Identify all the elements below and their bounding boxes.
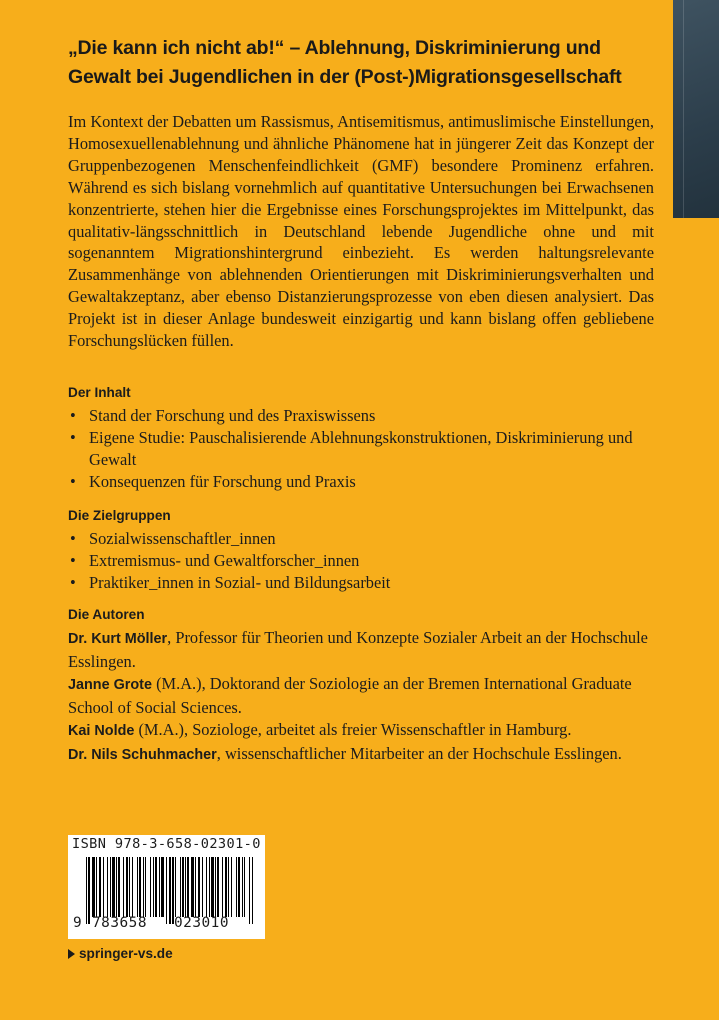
title-line-2: Gewalt bei Jugendlichen in der (Post-)Migrationsgesellschaft bbox=[68, 66, 622, 88]
barcode-bar bbox=[169, 857, 171, 924]
barcode-bar bbox=[185, 857, 186, 917]
barcode-bar bbox=[137, 857, 138, 917]
cover-corner-strip bbox=[673, 0, 719, 218]
barcode-bar bbox=[110, 857, 111, 917]
ean-right-digits: 023010 bbox=[174, 915, 229, 931]
barcode-bar bbox=[236, 857, 237, 917]
barcode-bar bbox=[195, 857, 196, 917]
list-item: • Praktiker_innen in Sozial- und Bildungsarbeit bbox=[68, 572, 658, 594]
barcode-bar bbox=[217, 857, 219, 917]
author-description: , wissenschaftlicher Mitarbeiter an der Hochschule Esslingen. bbox=[216, 743, 622, 763]
section-inhalt bbox=[68, 383, 658, 493]
section-zielgruppen bbox=[68, 506, 658, 594]
barcode-bars bbox=[86, 857, 256, 917]
barcode-bar bbox=[215, 857, 216, 917]
barcode-bar bbox=[222, 857, 223, 917]
list-item: • Konsequenzen für Forschung und Praxis bbox=[68, 471, 658, 493]
barcode-bar bbox=[116, 857, 117, 917]
ean-left-digits: 783658 bbox=[92, 915, 147, 931]
barcode-bar bbox=[153, 857, 154, 917]
author-entry bbox=[68, 627, 658, 673]
barcode-bar bbox=[139, 857, 141, 917]
barcode-bar bbox=[202, 857, 203, 917]
barcode-bar bbox=[180, 857, 181, 917]
book-title bbox=[68, 34, 628, 92]
barcode-bar bbox=[99, 857, 101, 917]
publisher-link[interactable] bbox=[68, 946, 173, 961]
author-name: Dr. Nils Schuhmacher bbox=[68, 746, 217, 763]
section-heading-zielgruppen: Die Zielgruppen bbox=[68, 508, 171, 523]
barcode-bar bbox=[187, 857, 189, 917]
author-description: (M.A.), Doktorand der Soziologie an der Bremen International Graduate School of Social Sciences. bbox=[68, 673, 632, 717]
barcode-bar bbox=[198, 857, 200, 917]
section-autoren bbox=[68, 605, 658, 766]
barcode-bar bbox=[86, 857, 87, 924]
author-entry bbox=[68, 719, 658, 743]
barcode-bar bbox=[242, 857, 243, 917]
barcode-bar bbox=[175, 857, 176, 917]
barcode-bar bbox=[126, 857, 128, 917]
barcode-bar bbox=[211, 857, 213, 917]
barcode-bar bbox=[182, 857, 184, 917]
barcode-bar bbox=[191, 857, 194, 917]
isbn-number: ISBN 978-3-658-02301-0 bbox=[72, 836, 261, 852]
author-name: Janne Grote bbox=[68, 676, 152, 693]
barcode-bar bbox=[107, 857, 108, 917]
barcode-bar bbox=[159, 857, 160, 917]
barcode-bar bbox=[92, 857, 95, 917]
barcode-bar bbox=[88, 857, 90, 924]
section-heading-autoren: Die Autoren bbox=[68, 607, 145, 622]
barcode-bar bbox=[161, 857, 164, 917]
barcode-bar bbox=[145, 857, 146, 917]
barcode-bar bbox=[231, 857, 232, 917]
title-line-1: „Die kann ich nicht ab!“ – Ablehnung, Diskriminierung und bbox=[68, 37, 601, 59]
barcode-bar bbox=[96, 857, 97, 917]
ean-first-digit: 9 bbox=[73, 915, 82, 931]
list-item: • Sozialwissenschaftler_innen bbox=[68, 528, 658, 550]
author-entry bbox=[68, 743, 658, 767]
author-description: , Professor für Theorien und Konzepte Sozialer Arbeit an der Hochschule Esslingen. bbox=[68, 628, 648, 671]
barcode-bar bbox=[225, 857, 227, 917]
book-blurb: Im Kontext der Debatten um Rassismus, Antisemitismus, antimuslimische Einstellungen, Homosexuellenablehnung und ähnliche Phänomene hat in jüngerer Zeit das Konzept der Gruppenbezogenen Menschenfeindlichkeit (GMF) besondere Prominenz erfahren. Während es sich bislang vornehmlich auf quantitative Untersuchungen bei Erwachsenen konzentrierte, stehen hier die Ergebnisse eines Forschungsprojektes im Mittelpunkt, das qualitativ-längsschnittlich in Deutschland lebende Jugendliche ohne und mit sogenanntem Migrationshintergrund einbezieht. Es werden haltungsrelevante Zusammenhänge von ablehnenden Orientierungen mit Diskriminierungsverhalten und Gewaltakzeptanz, aber ebenso Distanzierungsprozesse von eben diesen analysiert. Das Projekt ist in dieser Anlage bundesweit einzigartig und kann bislang offen gebliebene Forschungslücken füllen. bbox=[68, 112, 654, 351]
isbn-barcode bbox=[68, 835, 265, 939]
barcode-bar bbox=[103, 857, 104, 917]
barcode-bar bbox=[150, 857, 151, 917]
barcode-bar bbox=[112, 857, 114, 917]
author-name: Kai Nolde bbox=[68, 722, 135, 739]
barcode-bar bbox=[228, 857, 229, 917]
publisher-url: springer-vs.de bbox=[79, 946, 173, 961]
barcode-bar bbox=[129, 857, 130, 917]
barcode-bar bbox=[123, 857, 124, 917]
section-heading-inhalt: Der Inhalt bbox=[68, 385, 131, 400]
barcode-bar bbox=[206, 857, 207, 917]
list-item: • Stand der Forschung und des Praxiswissens bbox=[68, 405, 658, 427]
barcode-bar bbox=[209, 857, 210, 917]
barcode-bar bbox=[118, 857, 120, 917]
author-description: (M.A.), Soziologe, arbeitet als freier Wissenschaftler in Hamburg. bbox=[134, 719, 572, 739]
barcode-bar bbox=[143, 857, 144, 917]
barcode-bar bbox=[132, 857, 133, 917]
author-entry bbox=[68, 673, 658, 719]
arrow-right-icon bbox=[68, 949, 75, 959]
list-item: • Eigene Studie: Pauschalisierende Ablehnungskonstruktionen, Diskriminierung und Gewalt bbox=[68, 427, 658, 471]
barcode-bar bbox=[244, 857, 245, 917]
barcode-bar bbox=[155, 857, 157, 917]
author-name: Dr. Kurt Möller bbox=[68, 631, 168, 647]
barcode-bar bbox=[238, 857, 240, 917]
list-item: • Extremismus- und Gewaltforscher_innen bbox=[68, 550, 658, 572]
